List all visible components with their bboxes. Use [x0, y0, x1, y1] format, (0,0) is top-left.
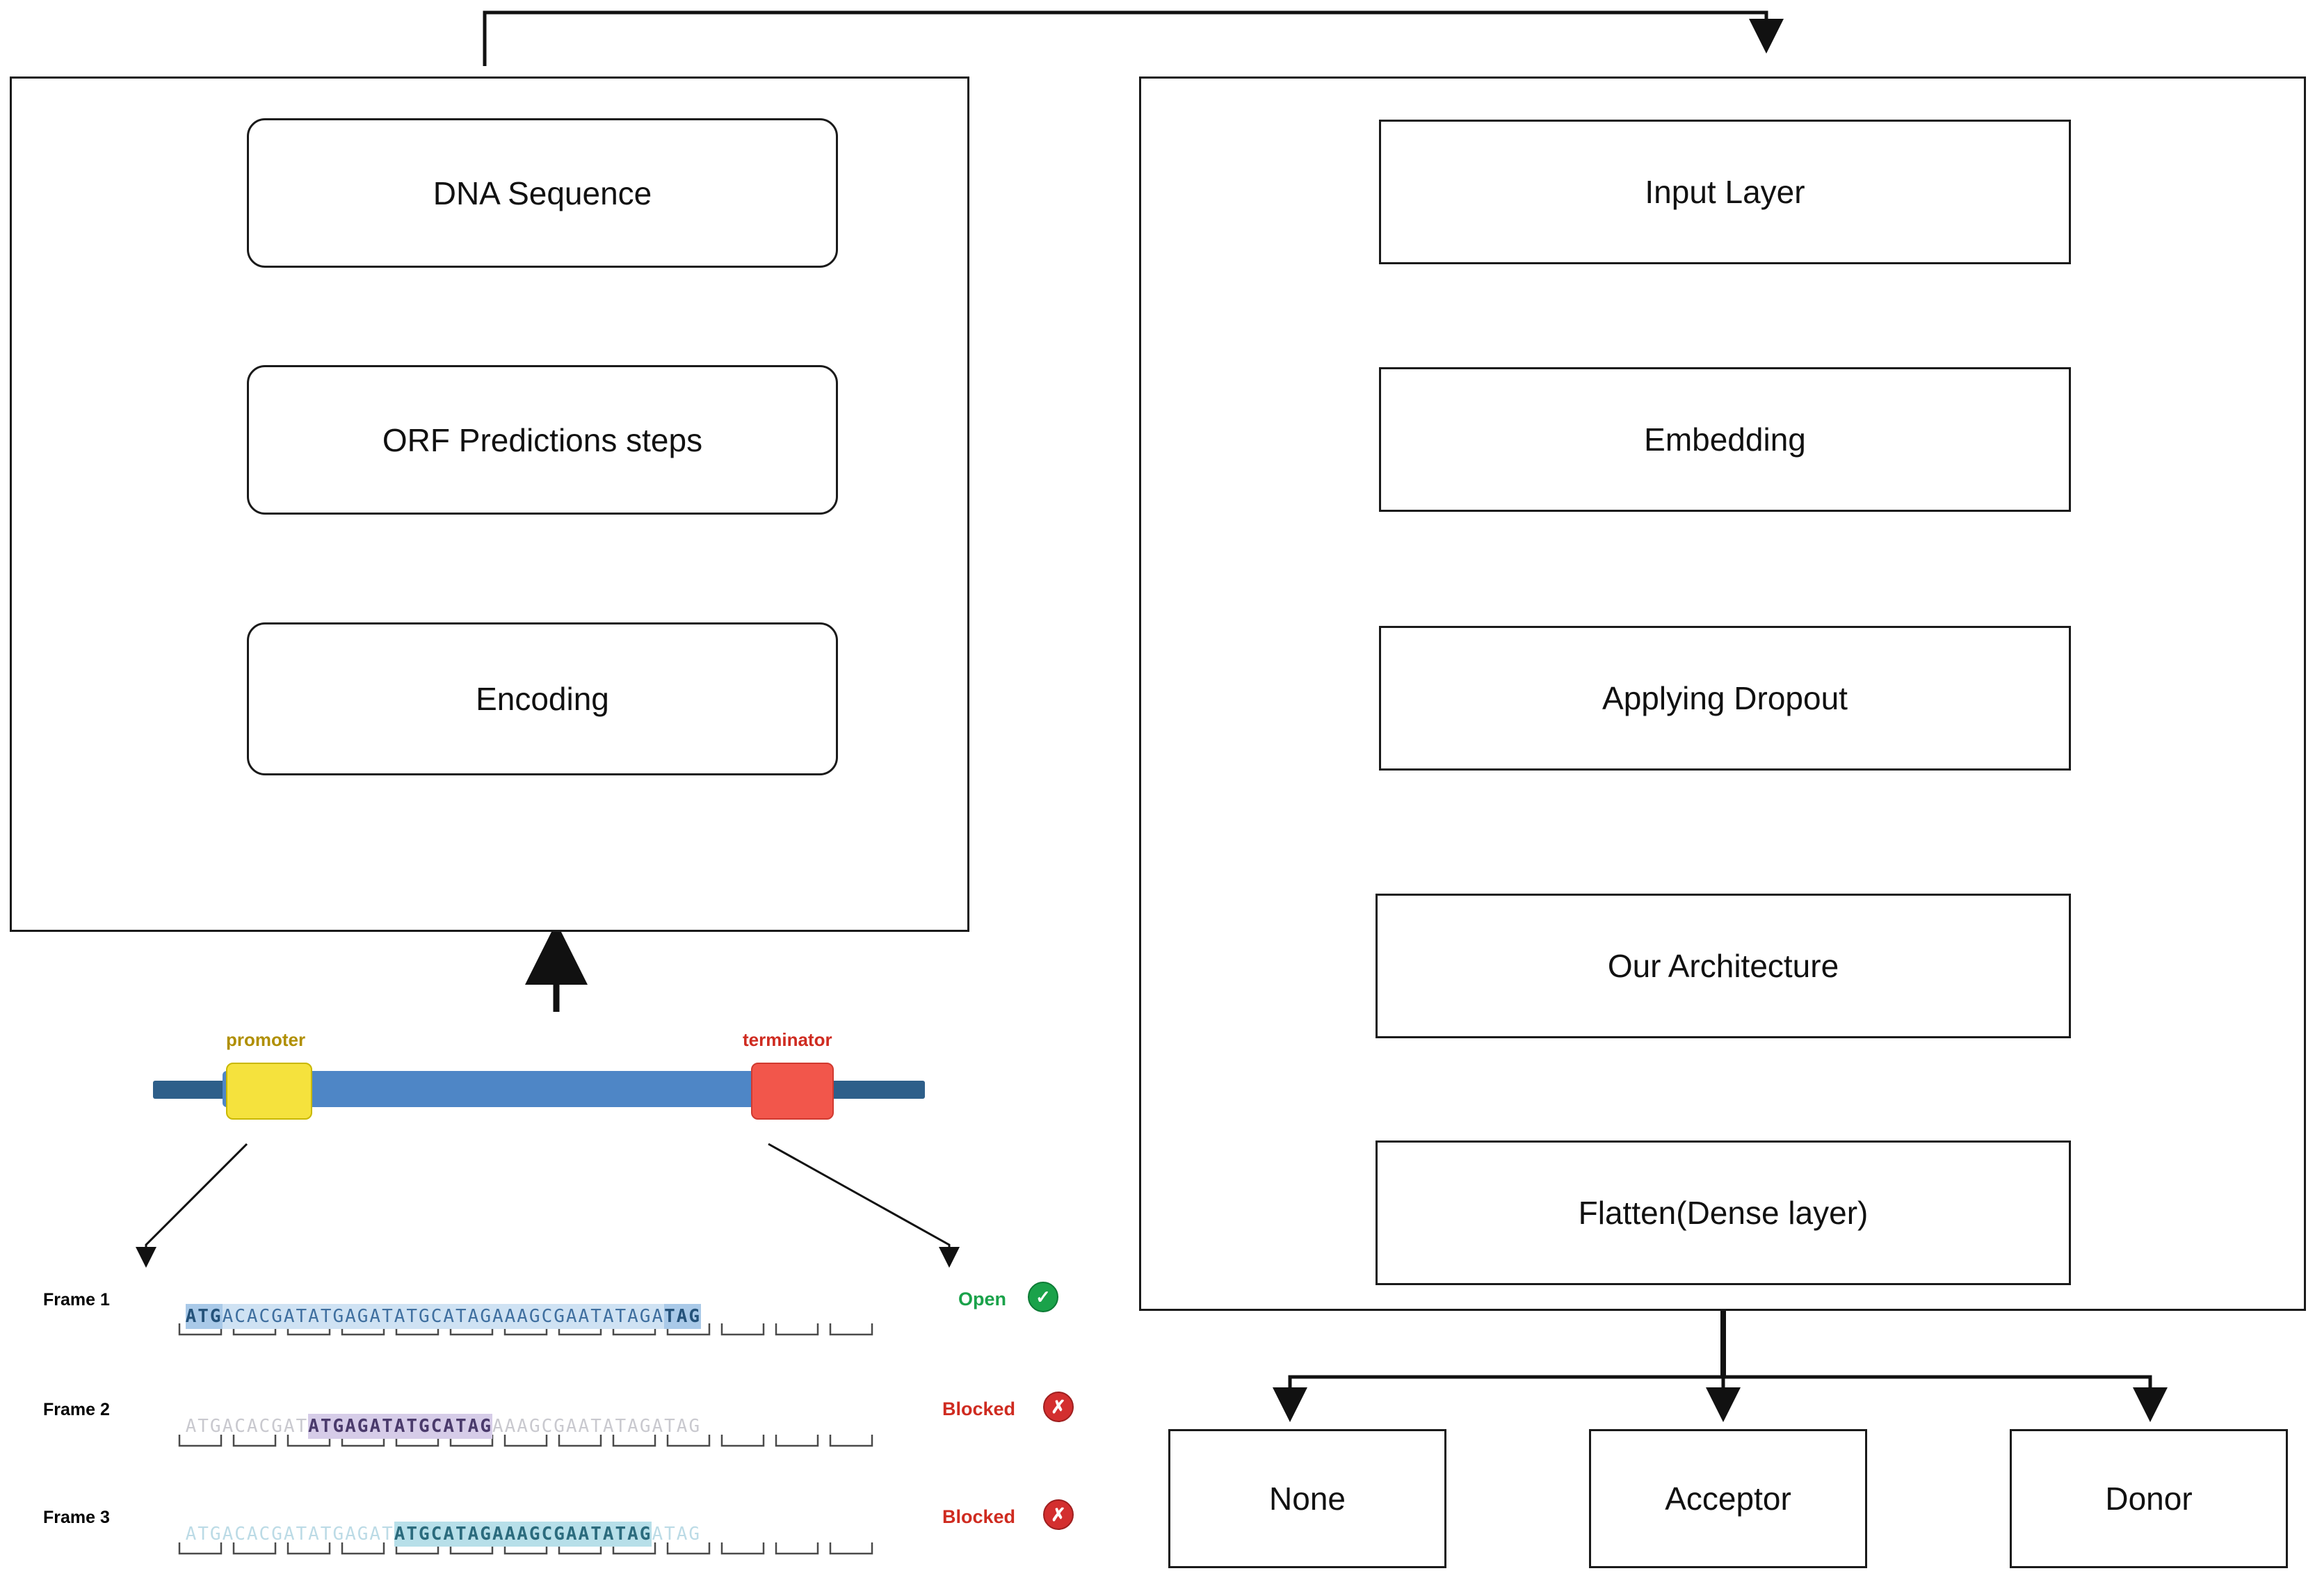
frame-2-status: Blocked [942, 1398, 1016, 1419]
node-our-architecture[interactable] [1376, 894, 2071, 1038]
gene-body [223, 1071, 828, 1107]
node-applying-dropout-label: Applying Dropout [1602, 680, 1848, 716]
frame-1-seg-1: ACACGATATGAGATATGCATAGAAAGCGAATATAGA [223, 1304, 665, 1329]
frame-1-seg-0: ATG [186, 1304, 223, 1329]
output-donor-label: Donor [2105, 1481, 2193, 1517]
node-flatten-dense-label: Flatten(Dense layer) [1578, 1195, 1869, 1231]
node-orf-predictions[interactable] [247, 365, 838, 515]
gene-terminator-block [751, 1063, 834, 1120]
gene-promoter-label: promoter [226, 1029, 306, 1050]
output-acceptor-label: Acceptor [1665, 1481, 1791, 1517]
frame-1-status-badge-icon: ✓ [1028, 1282, 1058, 1312]
output-acceptor[interactable] [1589, 1429, 1867, 1568]
gene-terminator-label: terminator [743, 1029, 832, 1050]
node-encoding-label: Encoding [476, 681, 609, 717]
node-input-layer[interactable] [1379, 120, 2071, 264]
node-input-layer-label: Input Layer [1645, 174, 1805, 210]
output-none[interactable] [1168, 1429, 1446, 1568]
node-our-architecture-label: Our Architecture [1607, 948, 1839, 984]
frame-3-seg-1: ATGCATAGAAAGCGAATATAG [394, 1522, 652, 1547]
node-dna-sequence[interactable] [247, 118, 838, 268]
frame-3-seg-0: ATGACACGATATGAGAT [185, 1524, 394, 1545]
node-embedding-label: Embedding [1644, 421, 1806, 458]
node-embedding[interactable] [1379, 367, 2071, 512]
frame-2-seg-0: ATGACACGAT [185, 1416, 309, 1437]
frame-2-name: Frame 2 [43, 1400, 110, 1419]
node-applying-dropout[interactable] [1379, 626, 2071, 771]
node-encoding[interactable] [247, 622, 838, 775]
frame-3-seg-2: ATAG [652, 1524, 702, 1545]
node-flatten-dense[interactable] [1376, 1140, 2071, 1285]
frame-3-sequence [136, 1503, 701, 1565]
frame-1-status: Open [958, 1289, 1007, 1309]
frame-2-seg-2: AAAGCGAATATAGATAG [492, 1416, 702, 1437]
node-dna-sequence-label: DNA Sequence [433, 175, 652, 211]
frame-3-status-badge-icon: ✗ [1043, 1499, 1074, 1530]
gene-promoter-block [226, 1063, 312, 1120]
output-none-label: None [1269, 1481, 1346, 1517]
frame-1-seg-2: TAG [664, 1304, 701, 1329]
frame-2-sequence [136, 1395, 701, 1458]
frame-3-status: Blocked [942, 1506, 1016, 1527]
frame-3-name: Frame 3 [43, 1508, 110, 1527]
output-donor[interactable] [2010, 1429, 2288, 1568]
node-orf-predictions-label: ORF Predictions steps [382, 421, 703, 458]
frame-2-status-badge-icon: ✗ [1043, 1392, 1074, 1422]
frame-1-sequence [136, 1285, 701, 1348]
frame-1-name: Frame 1 [43, 1290, 110, 1309]
frame-2-seg-1: ATGAGATATGCATAG [308, 1414, 492, 1439]
gene-map [0, 1029, 974, 1154]
